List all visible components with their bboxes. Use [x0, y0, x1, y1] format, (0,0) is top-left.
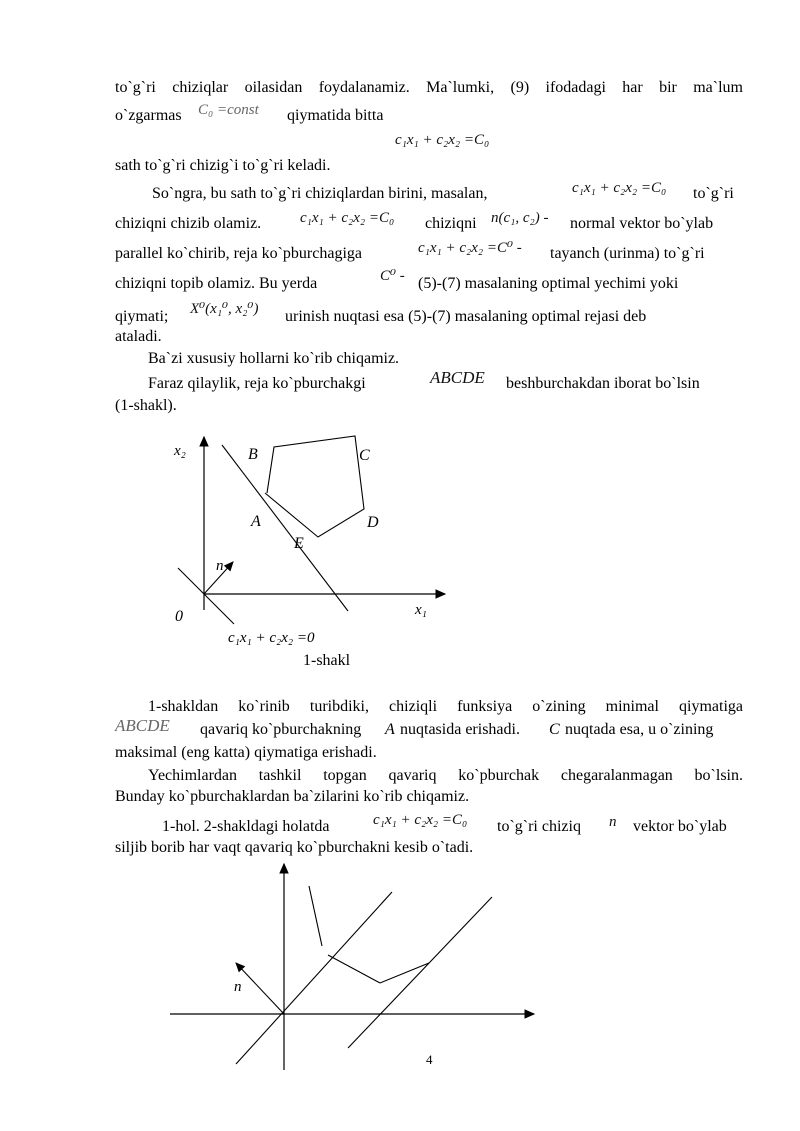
text-line: nuqtasida erishadi. — [400, 721, 520, 738]
text-line: vektor bo`ylab — [633, 818, 727, 835]
text-line: qavariq ko`pburchakning — [200, 721, 362, 738]
figure-1 — [0, 425, 800, 705]
formula-abcde: ABCDE — [430, 368, 485, 387]
text-line: Ba`zi xususiy hollarni ko`rib chiqamiz. — [148, 350, 400, 367]
formula-support-line: c₁x₁ + c₂x₂ =C⁰ - — [418, 240, 522, 256]
formula-c0-const: C₀ =const — [198, 102, 259, 118]
text-line: 1-shakldan ko`rinib turibdiki, chiziqli funksiya o`zining minimal qiymatiga — [148, 698, 743, 715]
formula-abcde: ABCDE — [115, 716, 170, 735]
text-line: chiziqni topib olamiz. Bu yerda — [115, 275, 318, 292]
figure-1-caption: 1-shakl — [303, 652, 351, 669]
text-line: maksimal (eng katta) qiymatiga erishadi. — [115, 744, 377, 761]
level-line-zero — [178, 568, 234, 624]
vertex-b-label: B — [248, 446, 258, 463]
level-line-label: c₁x₁ + c₂x₂ =0 — [228, 630, 315, 646]
text-line: beshburchakdan iborat bo`lsin — [506, 375, 700, 392]
text-line: to`g`ri chiziq — [497, 818, 581, 835]
text-line: chiziqni chizib olamiz. — [115, 215, 262, 232]
text-line: qiymatida bitta — [287, 107, 384, 124]
formula-level-line: c₁x₁ + c₂x₂ =C₀ — [395, 132, 490, 148]
formula-x0-point: X⁰(x₁⁰, x₂⁰) — [190, 301, 259, 317]
formula-normal-vector: n(c₁, c₂) - — [491, 210, 549, 226]
origin-label: 0 — [175, 608, 183, 625]
page-number: 4 — [426, 1052, 433, 1067]
vertex-e-label: E — [294, 535, 304, 552]
axis-x-label: x₁ — [415, 602, 427, 618]
text-line: parallel ko`chirib, reja ko`pburchagiga — [115, 245, 362, 262]
vector-n-label: n — [234, 979, 242, 995]
formula-n: n — [609, 814, 617, 830]
vertex-c-label: C — [359, 447, 370, 464]
normal-vector-arrow — [236, 963, 284, 1014]
text-line: sath to`g`ri chizig`i to`g`ri keladi. — [115, 157, 331, 174]
formula-level-line: c₁x₁ + c₂x₂ =C₀ — [572, 180, 667, 196]
text-line: Yechimlardan tashkil topgan qavariq ko`pburchak chegaralanmagan bo`lsin. — [148, 767, 743, 784]
text-line: chiziqni — [425, 215, 477, 232]
text-line: qiymati; — [115, 308, 169, 325]
region-edge-3 — [380, 963, 429, 983]
vertex-a-label: A — [251, 513, 261, 530]
formula-level-line: c₁x₁ + c₂x₂ =C₀ — [373, 812, 468, 828]
text-line: (5)-(7) masalaning optimal yechimi yoki — [418, 275, 679, 292]
text-line: to`g`ri chiziqlar oilasidan foydalanamiz. Ma`lumki, (9) ifodadagi har bir ma`lum — [115, 79, 743, 96]
text-line: Bunday ko`pburchaklardan ba`zilarini ko`rib chiqamiz. — [115, 788, 470, 805]
text-line: nuqtada esa, u o`zining — [565, 721, 714, 738]
region-edge-1 — [309, 886, 322, 946]
formula-c0-opt: C⁰ - — [380, 268, 405, 284]
support-line — [222, 445, 348, 611]
text-line: ataladi. — [115, 328, 162, 345]
point-a-ref: A — [385, 721, 395, 738]
text-line: normal vektor bo`ylab — [570, 215, 714, 232]
level-line-2 — [348, 897, 492, 1048]
text-line: o`zgarmas — [115, 107, 182, 124]
text-line: So`ngra, bu sath to`g`ri chiziqlardan birini, masalan, — [152, 185, 488, 202]
text-line: urinish nuqtasi esa (5)-(7) masalaning optimal rejasi deb — [285, 308, 647, 325]
vector-n-label: n — [216, 558, 224, 574]
level-line-1 — [236, 892, 392, 1064]
text-line: tayanch (urinma) to`g`ri — [550, 245, 705, 262]
figure-2 — [0, 860, 800, 1080]
text-line: siljib borib har vaqt qavariq ko`pburchakni kesib o`tadi. — [115, 839, 474, 856]
point-c-ref: C — [549, 721, 560, 738]
formula-level-line: c₁x₁ + c₂x₂ =C₀ — [300, 210, 395, 226]
text-line: Faraz qilaylik, reja ko`pburchakgi — [148, 375, 366, 392]
text-line: to`g`ri — [693, 185, 734, 202]
text-line: 1-hol. 2-shakldagi holatda — [162, 818, 330, 835]
axis-y-label: x₂ — [174, 443, 186, 459]
vertex-d-label: D — [367, 514, 379, 531]
text-line: (1-shakl). — [115, 397, 177, 414]
region-edge-2 — [328, 955, 380, 983]
